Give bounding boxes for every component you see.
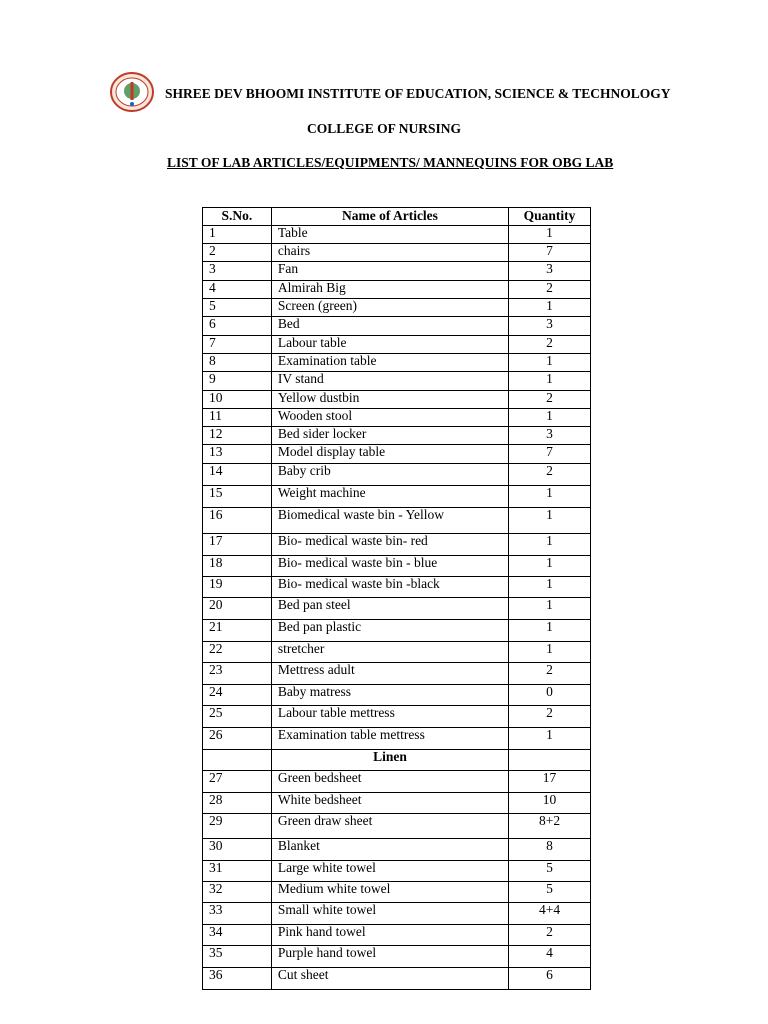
table-row bbox=[203, 372, 591, 391]
table-row bbox=[203, 839, 591, 861]
table-row bbox=[203, 861, 591, 882]
table-row bbox=[203, 299, 591, 317]
sno-cell: 24 bbox=[203, 685, 272, 706]
list-title: LIST OF LAB ARTICLES/EQUIPMENTS/ MANNEQUINS FOR OBG LAB bbox=[167, 155, 614, 170]
table-row bbox=[203, 354, 591, 372]
sno-cell: 27 bbox=[203, 771, 272, 793]
sno-cell: 4 bbox=[203, 281, 272, 299]
sno-cell: 15 bbox=[203, 486, 272, 508]
article-name-cell: Baby crib bbox=[271, 464, 508, 486]
table-row bbox=[203, 226, 591, 244]
quantity-cell: 2 bbox=[509, 925, 591, 946]
sno-cell: 14 bbox=[203, 464, 272, 486]
table-row bbox=[203, 281, 591, 299]
quantity-cell: 1 bbox=[509, 642, 591, 663]
article-name-cell: Medium white towel bbox=[271, 882, 508, 903]
sno-cell: 31 bbox=[203, 861, 272, 882]
sno-cell: 32 bbox=[203, 882, 272, 903]
table-header-row bbox=[203, 208, 591, 226]
article-name-cell: Baby matress bbox=[271, 685, 508, 706]
quantity-cell: 17 bbox=[509, 771, 591, 793]
sno-cell: 23 bbox=[203, 663, 272, 685]
quantity-cell: 1 bbox=[509, 534, 591, 556]
institute-name: SHREE DEV BHOOMI INSTITUTE OF EDUCATION, SCIENCE & TECHNOLOGY bbox=[165, 86, 671, 101]
table-row bbox=[203, 771, 591, 793]
quantity-cell: 1 bbox=[509, 620, 591, 642]
sno-cell: 10 bbox=[203, 391, 272, 409]
sno-cell: 28 bbox=[203, 793, 272, 814]
article-name-cell: Weight machine bbox=[271, 486, 508, 508]
table-row bbox=[203, 946, 591, 968]
sno-cell: 17 bbox=[203, 534, 272, 556]
articles-table bbox=[202, 207, 591, 990]
quantity-cell: 2 bbox=[509, 706, 591, 728]
article-name-cell: stretcher bbox=[271, 642, 508, 663]
quantity-cell: 2 bbox=[509, 391, 591, 409]
quantity-cell: 5 bbox=[509, 882, 591, 903]
article-name-cell: Table bbox=[271, 226, 508, 244]
article-name-cell: Bio- medical waste bin- red bbox=[271, 534, 508, 556]
article-name-cell: Small white towel bbox=[271, 903, 508, 925]
quantity-cell: 4+4 bbox=[509, 903, 591, 925]
section-row bbox=[203, 750, 591, 771]
sno-cell: 20 bbox=[203, 598, 272, 620]
article-name-cell: Large white towel bbox=[271, 861, 508, 882]
quantity-cell: 1 bbox=[509, 226, 591, 244]
sno-cell: 13 bbox=[203, 445, 272, 464]
section-sno-cell bbox=[203, 750, 272, 771]
quantity-cell: 7 bbox=[509, 244, 591, 262]
table-row bbox=[203, 427, 591, 445]
quantity-cell: 1 bbox=[509, 556, 591, 577]
quantity-cell: 1 bbox=[509, 299, 591, 317]
table-row bbox=[203, 814, 591, 839]
table-row bbox=[203, 903, 591, 925]
table-row bbox=[203, 391, 591, 409]
sno-cell: 16 bbox=[203, 508, 272, 534]
article-name-cell: Bed pan plastic bbox=[271, 620, 508, 642]
table-row bbox=[203, 620, 591, 642]
article-name-cell: Model display table bbox=[271, 445, 508, 464]
article-name-cell: Examination table mettress bbox=[271, 728, 508, 750]
table-body bbox=[203, 226, 591, 990]
table-row bbox=[203, 728, 591, 750]
table-row bbox=[203, 642, 591, 663]
article-name-cell: Labour table mettress bbox=[271, 706, 508, 728]
sno-cell: 21 bbox=[203, 620, 272, 642]
quantity-cell: 2 bbox=[509, 336, 591, 354]
institute-seal-icon bbox=[110, 72, 154, 112]
article-name-cell: Mettress adult bbox=[271, 663, 508, 685]
article-name-cell: Biomedical waste bin - Yellow bbox=[271, 508, 508, 534]
quantity-cell: 3 bbox=[509, 262, 591, 281]
sno-cell: 19 bbox=[203, 577, 272, 598]
sno-cell: 29 bbox=[203, 814, 272, 839]
quantity-cell: 2 bbox=[509, 464, 591, 486]
article-name-cell: IV stand bbox=[271, 372, 508, 391]
table-row bbox=[203, 685, 591, 706]
table-row bbox=[203, 598, 591, 620]
quantity-cell: 1 bbox=[509, 486, 591, 508]
table-row bbox=[203, 336, 591, 354]
table-row bbox=[203, 706, 591, 728]
article-name-cell: White bedsheet bbox=[271, 793, 508, 814]
quantity-cell: 0 bbox=[509, 685, 591, 706]
sno-cell: 34 bbox=[203, 925, 272, 946]
table-row bbox=[203, 556, 591, 577]
sno-cell: 1 bbox=[203, 226, 272, 244]
article-name-cell: Blanket bbox=[271, 839, 508, 861]
article-name-cell: Examination table bbox=[271, 354, 508, 372]
table-row bbox=[203, 244, 591, 262]
table-row bbox=[203, 534, 591, 556]
quantity-cell: 1 bbox=[509, 598, 591, 620]
column-header-sno: S.No. bbox=[203, 208, 272, 226]
table-row bbox=[203, 577, 591, 598]
table-row bbox=[203, 486, 591, 508]
table-row bbox=[203, 968, 591, 990]
quantity-cell: 7 bbox=[509, 445, 591, 464]
table-row bbox=[203, 262, 591, 281]
article-name-cell: Almirah Big bbox=[271, 281, 508, 299]
sno-cell: 25 bbox=[203, 706, 272, 728]
table-row bbox=[203, 445, 591, 464]
quantity-cell: 3 bbox=[509, 427, 591, 445]
article-name-cell: Green bedsheet bbox=[271, 771, 508, 793]
sno-cell: 35 bbox=[203, 946, 272, 968]
sno-cell: 11 bbox=[203, 409, 272, 427]
sno-cell: 8 bbox=[203, 354, 272, 372]
section-qty-cell bbox=[509, 750, 591, 771]
section-label: Linen bbox=[271, 750, 508, 771]
quantity-cell: 8 bbox=[509, 839, 591, 861]
article-name-cell: Bed bbox=[271, 317, 508, 336]
sno-cell: 18 bbox=[203, 556, 272, 577]
sno-cell: 2 bbox=[203, 244, 272, 262]
table-row bbox=[203, 882, 591, 903]
sno-cell: 33 bbox=[203, 903, 272, 925]
quantity-cell: 1 bbox=[509, 728, 591, 750]
quantity-cell: 1 bbox=[509, 372, 591, 391]
quantity-cell: 2 bbox=[509, 663, 591, 685]
article-name-cell: Screen (green) bbox=[271, 299, 508, 317]
article-name-cell: Cut sheet bbox=[271, 968, 508, 990]
table-row bbox=[203, 409, 591, 427]
article-name-cell: Yellow dustbin bbox=[271, 391, 508, 409]
article-name-cell: Bed pan steel bbox=[271, 598, 508, 620]
article-name-cell: Green draw sheet bbox=[271, 814, 508, 839]
quantity-cell: 2 bbox=[509, 281, 591, 299]
quantity-cell: 1 bbox=[509, 508, 591, 534]
article-name-cell: Pink hand towel bbox=[271, 925, 508, 946]
table-row bbox=[203, 925, 591, 946]
article-name-cell: Fan bbox=[271, 262, 508, 281]
sno-cell: 5 bbox=[203, 299, 272, 317]
quantity-cell: 4 bbox=[509, 946, 591, 968]
article-name-cell: Bio- medical waste bin - blue bbox=[271, 556, 508, 577]
quantity-cell: 1 bbox=[509, 409, 591, 427]
sno-cell: 7 bbox=[203, 336, 272, 354]
sno-cell: 6 bbox=[203, 317, 272, 336]
sno-cell: 30 bbox=[203, 839, 272, 861]
quantity-cell: 6 bbox=[509, 968, 591, 990]
article-name-cell: Purple hand towel bbox=[271, 946, 508, 968]
sno-cell: 9 bbox=[203, 372, 272, 391]
table-row bbox=[203, 663, 591, 685]
article-name-cell: Labour table bbox=[271, 336, 508, 354]
sno-cell: 36 bbox=[203, 968, 272, 990]
column-header-quantity: Quantity bbox=[509, 208, 591, 226]
table-row bbox=[203, 508, 591, 534]
quantity-cell: 1 bbox=[509, 577, 591, 598]
quantity-cell: 3 bbox=[509, 317, 591, 336]
article-name-cell: Bed sider locker bbox=[271, 427, 508, 445]
quantity-cell: 10 bbox=[509, 793, 591, 814]
article-name-cell: chairs bbox=[271, 244, 508, 262]
quantity-cell: 8+2 bbox=[509, 814, 591, 839]
college-name: COLLEGE OF NURSING bbox=[306, 121, 462, 136]
quantity-cell: 5 bbox=[509, 861, 591, 882]
table-row bbox=[203, 317, 591, 336]
article-name-cell: Wooden stool bbox=[271, 409, 508, 427]
article-name-cell: Bio- medical waste bin -black bbox=[271, 577, 508, 598]
quantity-cell: 1 bbox=[509, 354, 591, 372]
sno-cell: 22 bbox=[203, 642, 272, 663]
table-row bbox=[203, 464, 591, 486]
sno-cell: 12 bbox=[203, 427, 272, 445]
column-header-name: Name of Articles bbox=[271, 208, 508, 226]
table-row bbox=[203, 793, 591, 814]
sno-cell: 3 bbox=[203, 262, 272, 281]
sno-cell: 26 bbox=[203, 728, 272, 750]
